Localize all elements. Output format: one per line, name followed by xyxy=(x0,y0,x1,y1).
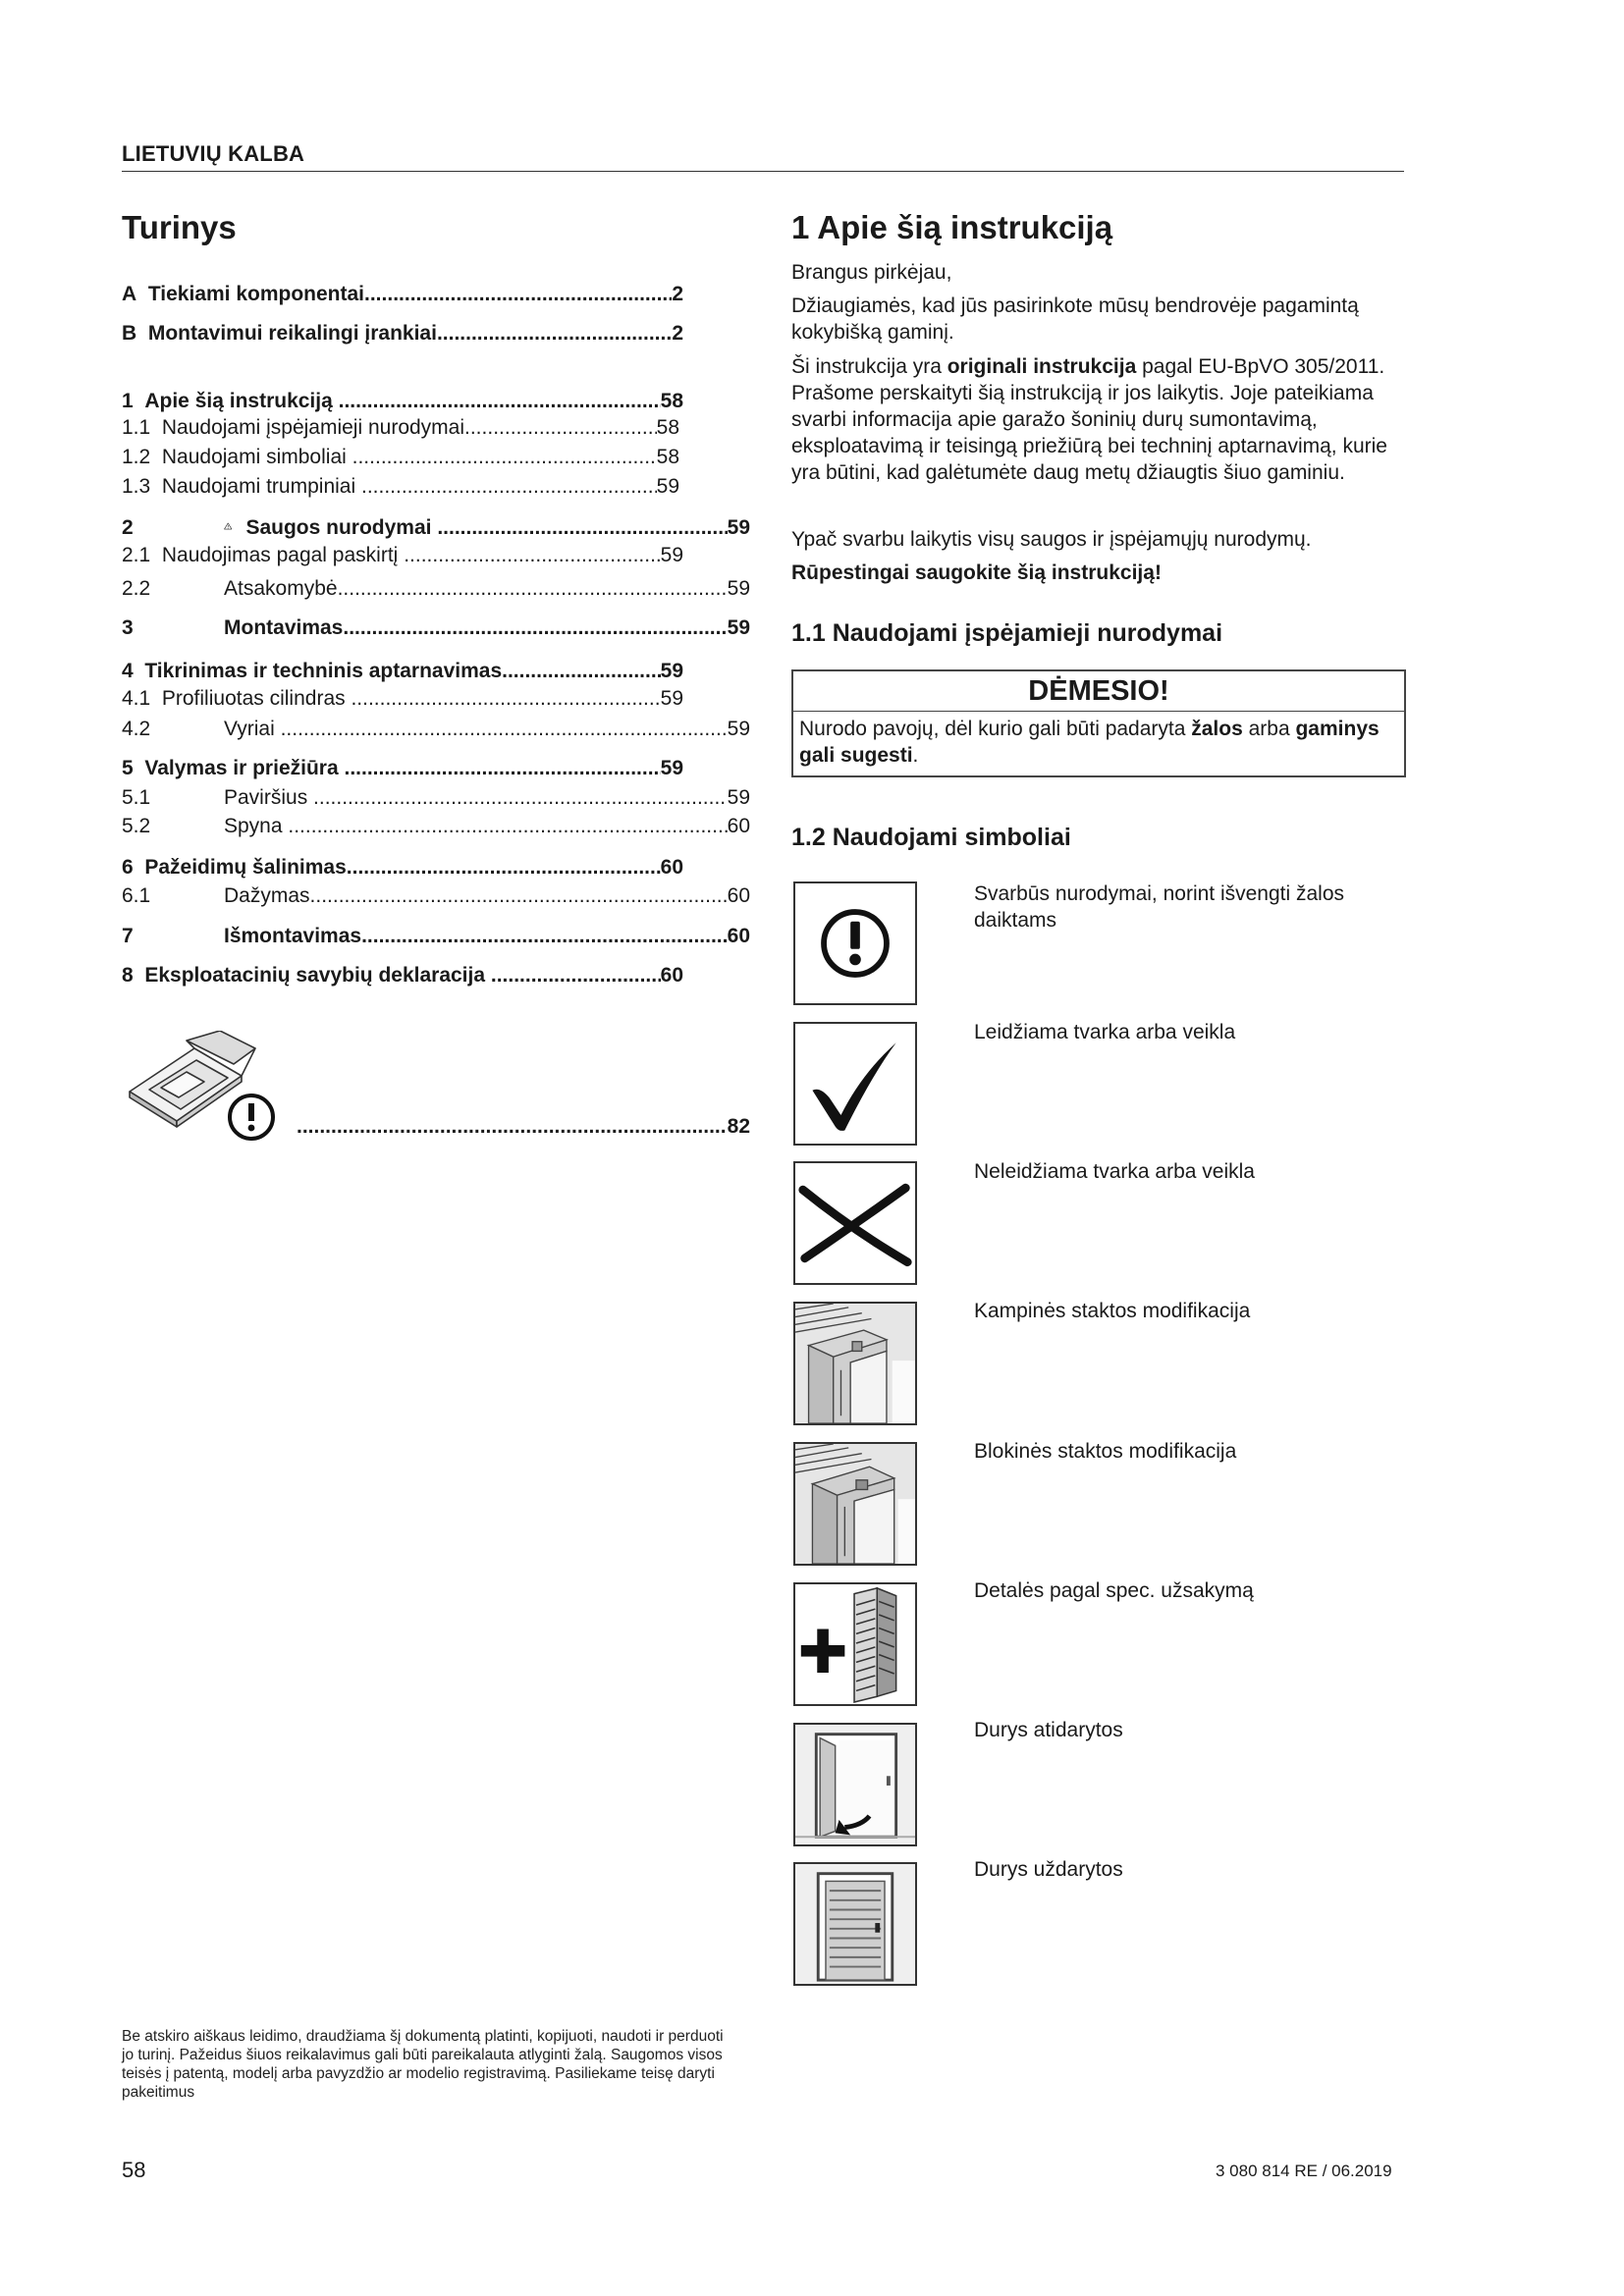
symbol-description: Svarbūs nurodymai, norint išvengti žalos daiktams xyxy=(974,882,1345,932)
greeting: Brangus pirkėjau, xyxy=(791,261,952,284)
checkmark-icon xyxy=(793,1022,917,1146)
toc-entry[interactable]: 1.3 Naudojami trumpiniai ..... 59 xyxy=(122,474,679,500)
notice-heading: DĖMESIO! xyxy=(793,671,1404,712)
toc-entry[interactable]: 6.1 Dažymas ..... 60 xyxy=(122,883,750,909)
symbol-description: Kampinės staktos modifikacija xyxy=(974,1300,1251,1322)
toc-title: Turinys xyxy=(122,209,237,245)
toc-entry[interactable]: 4.1 Profiliuotas cilindras ..... 59 xyxy=(122,686,683,712)
toc-entry[interactable]: 4.2 Vyriai ..... 59 xyxy=(122,717,750,742)
symbol-description: Blokinės staktos modifikacija xyxy=(974,1440,1237,1463)
symbol-description: Durys atidarytos xyxy=(974,1719,1123,1741)
corner-frame-icon xyxy=(793,1302,917,1425)
exclamation-circle-icon xyxy=(793,881,917,1005)
intro-paragraph: Džiaugiamės, kad jūs pasirinkote mūsų bendrovėje pagamintą kokybišką gaminį. xyxy=(791,294,1359,344)
instruction-paragraph: Ši instrukcija yra originali instrukcija pagal EU-BpVO 305/2011. Prašome perskaityti šią instrukciją ir jos laikytis. Joje pateikiama svarbi informacija apie garažo šoninių durų sumontavimą, eksploatavimą ir teisingą priežiūrą bei techninį aptarnavimą, kurie yra būtini, kad galėtumėte daug metų džiaugtis šiuo gaminiu. xyxy=(791,355,1387,484)
roof-window-warning-illustration xyxy=(126,1031,293,1144)
section-title: 1 Apie šią instrukciją xyxy=(791,209,1113,245)
toc-entry[interactable]: 2.1 Naudojimas pagal paskirtį ..... 59 xyxy=(122,543,683,568)
copyright-notice: Be atskiro aiškaus leidimo, draudžiama šį dokumentą platinti, kopijuoti, naudoti ir perduoti jo turinį. Pažeidus šiuos reikalavimus gali būti pareikalauta atlyginti žalą. Saugomos visos teisės į patentą, modelį arba pavyzdžio ar modelio registravimą. Pasiliekame teisę daryti pakeitimus xyxy=(122,2028,724,2101)
door-open-icon xyxy=(793,1723,917,1846)
toc-entry[interactable]: A Tiekiami komponentai ..... 2 xyxy=(122,282,683,307)
toc-entry[interactable]: 1.2 Naudojami simboliai ..... 58 xyxy=(122,445,679,470)
language-header: LIETUVIŲ KALBA xyxy=(122,141,305,166)
door-closed-icon xyxy=(793,1862,917,1986)
toc-entry[interactable]: 1.1 Naudojami įspėjamieji nurodymai ..... 58 xyxy=(122,415,679,441)
special-order-icon xyxy=(793,1582,917,1706)
toc-entry[interactable]: 5.2 Spyna ..... 60 xyxy=(122,814,750,839)
warning-triangle-icon xyxy=(224,511,232,541)
toc-entry[interactable]: 2 Saugos nurodymai ..... 59 xyxy=(122,515,750,541)
safety-paragraph: Ypač svarbu laikytis visų saugos ir įspėjamųjų nurodymų. xyxy=(791,528,1312,551)
warning-notice-box xyxy=(791,669,1406,777)
toc-entry[interactable]: 3 Montavimas ..... 59 xyxy=(122,615,750,641)
notice-text: Nurodo pavojų, dėl kurio gali būti padaryta žalos arba gaminys gali sugesti. xyxy=(799,718,1380,767)
block-frame-icon xyxy=(793,1442,917,1566)
symbol-description: Detalės pagal spec. užsakymą xyxy=(974,1579,1254,1602)
symbol-description: Leidžiama tvarka arba veikla xyxy=(974,1021,1236,1043)
toc-entry[interactable]: B Montavimui reikalingi įrankiai ..... 2 xyxy=(122,321,683,347)
page-number: 58 xyxy=(122,2158,146,2182)
symbol-description: Durys uždarytos xyxy=(974,1858,1123,1881)
toc-illustration-entry[interactable]: ..... 82 xyxy=(297,1113,750,1139)
toc-entry[interactable]: 2.2 Atsakomybė ..... 59 xyxy=(122,576,750,602)
document-code: 3 080 814 RE / 06.2019 xyxy=(1216,2162,1392,2180)
header-divider xyxy=(122,171,1404,172)
toc-entry[interactable]: 5 Valymas ir priežiūra ..... 59 xyxy=(122,756,683,781)
subsection-title: 1.1 Naudojami įspėjamieji nurodymai xyxy=(791,619,1223,647)
toc-entry[interactable]: 8 Eksploatacinių savybių deklaracija ..... 60 xyxy=(122,963,683,988)
toc-entry[interactable]: 5.1 Paviršius ..... 59 xyxy=(122,785,750,811)
toc-entry[interactable]: 1 Apie šią instrukciją ..... 58 xyxy=(122,389,683,414)
toc-entry[interactable]: 4 Tikrinimas ir techninis aptarnavimas ..... 59 xyxy=(122,659,683,684)
toc-entry[interactable]: 7 Išmontavimas ..... 60 xyxy=(122,924,750,949)
cross-icon xyxy=(793,1161,917,1285)
toc-entry[interactable]: 6 Pažeidimų šalinimas ..... 60 xyxy=(122,855,683,881)
symbol-description: Neleidžiama tvarka arba veikla xyxy=(974,1160,1255,1183)
subsection-title: 1.2 Naudojami simboliai xyxy=(791,824,1071,851)
keep-instructions-note: Rūpestingai saugokite šią instrukciją! xyxy=(791,561,1162,584)
